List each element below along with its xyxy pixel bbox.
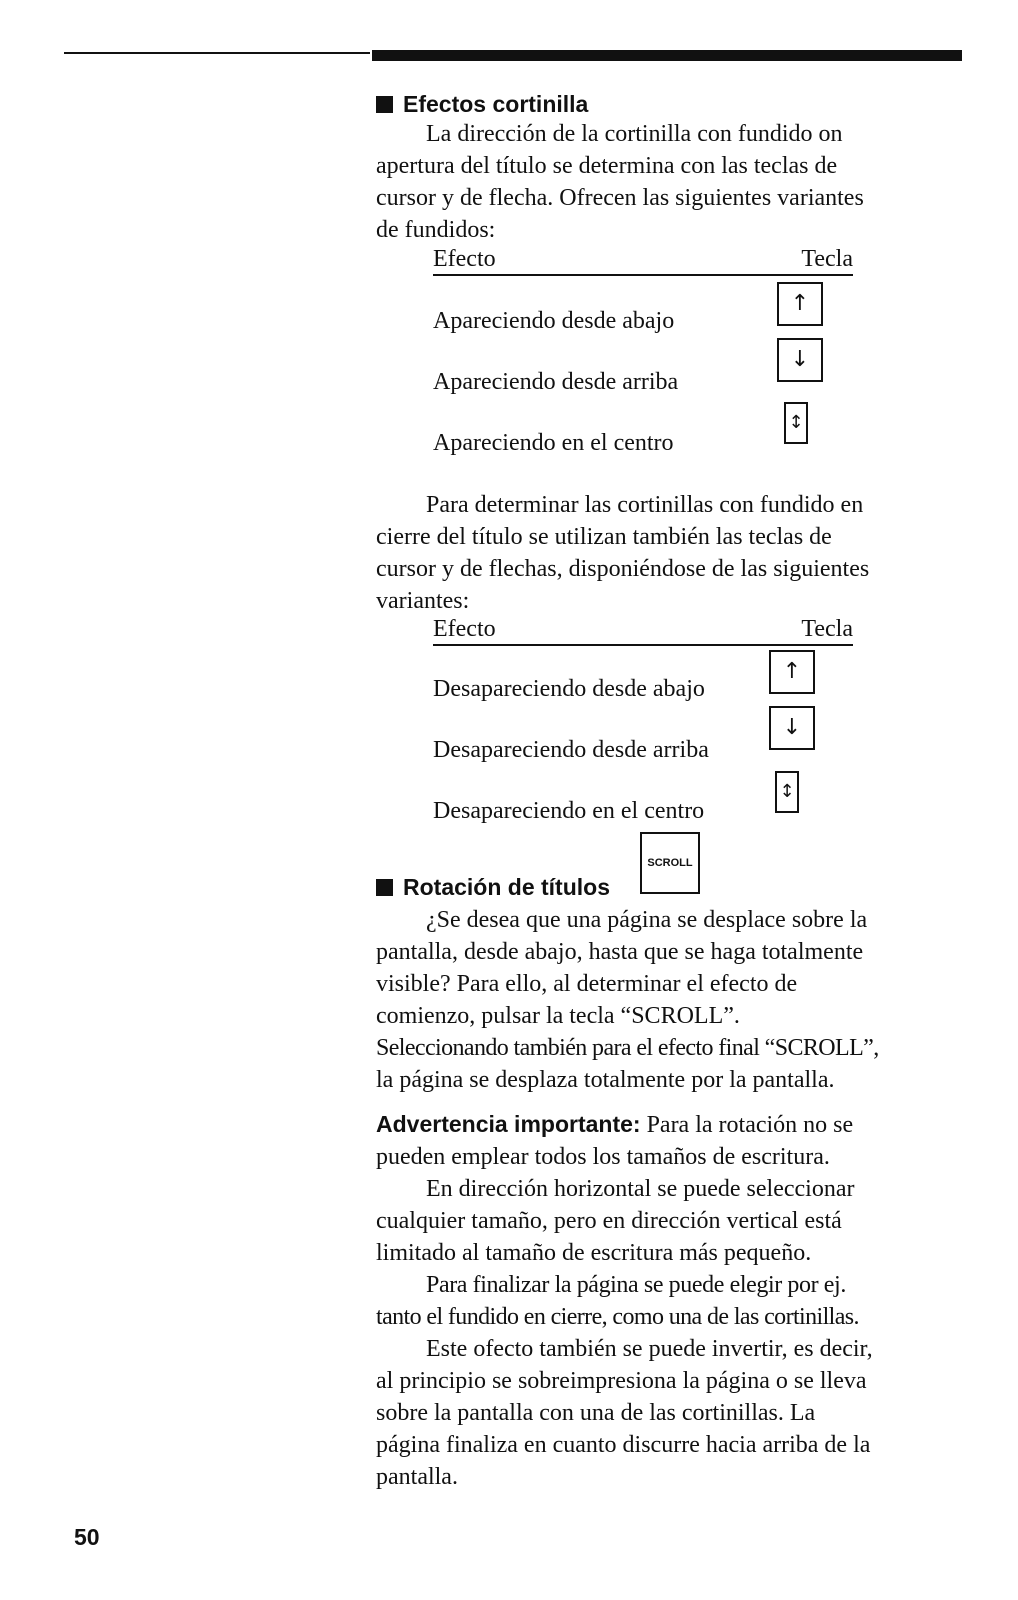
paragraph-line: Este ofecto también se puede invertir, es decir, (426, 1336, 873, 1362)
col-effect-header: Efecto (433, 616, 496, 642)
paragraph-line: tanto el fundido en cierre, como una de las cortinillas. (376, 1304, 859, 1330)
arrow-up-key-icon: ↑ (769, 650, 815, 694)
effects-table-opening (433, 244, 853, 456)
table-row: Desapareciendo desde arriba (433, 737, 709, 763)
paragraph-line: la página se desplaza totalmente por la pantalla. (376, 1067, 835, 1093)
paragraph-line: apertura del título se determina con las teclas de (376, 153, 838, 179)
paragraph-line: Para determinar las cortinillas con fundido en (426, 492, 864, 518)
paragraph-line: Para finalizar la página se puede elegir por ej. (426, 1272, 846, 1298)
paragraph-line: En dirección horizontal se puede seleccionar (426, 1176, 855, 1202)
table-row: Desapareciendo en el centro (433, 798, 705, 824)
col-key-header: Tecla (801, 616, 853, 642)
paragraph-line: cualquier tamaño, pero en dirección vertical está (376, 1208, 842, 1234)
header-rule-thin (64, 52, 370, 54)
arrow-up-down-key-icon: ↕ (784, 402, 808, 444)
closing-paragraph (376, 489, 976, 617)
warning-paragraph (376, 1108, 996, 1493)
table-header (433, 614, 853, 646)
table-row: Desapareciendo desde abajo (433, 676, 705, 702)
paragraph-line: de fundidos: (376, 217, 496, 243)
paragraph-line: pantalla, desde abajo, hasta que se haga totalmente (376, 939, 864, 965)
paragraph-line: cursor y de flecha. Ofrecen las siguientes variantes (376, 185, 864, 211)
paragraph-line: cursor y de flechas, disponiéndose de las siguientes (376, 556, 870, 582)
arrow-down-key-icon: ↓ (777, 338, 823, 382)
paragraph-line: comienzo, pulsar la tecla “SCROLL”. (376, 1003, 740, 1029)
paragraph-line: al principio se sobreimpresiona la página o se lleva (376, 1368, 867, 1394)
paragraph-line: pueden emplear todos los tamaños de escritura. (376, 1144, 830, 1170)
paragraph-line: La dirección de la cortinilla con fundido on (426, 121, 843, 147)
header-rule-thick (372, 50, 962, 61)
paragraph-line: ¿Se desea que una página se desplace sobre la (426, 907, 868, 933)
col-key-header: Tecla (801, 246, 853, 272)
effects-table-closing (433, 614, 853, 824)
rotation-paragraph (376, 904, 996, 1096)
col-effect-header: Efecto (433, 246, 496, 272)
table-header (433, 244, 853, 276)
intro-paragraph (376, 118, 976, 246)
paragraph-line: limitado al tamaño de escritura más pequeño. (376, 1240, 812, 1266)
arrow-down-key-icon: ↓ (769, 706, 815, 750)
paragraph-line: pantalla. (376, 1464, 458, 1490)
table-row: Apareciendo en el centro (433, 430, 674, 456)
heading-text: Rotación de títulos (403, 874, 610, 900)
arrow-up-key-icon: ↑ (777, 282, 823, 326)
section-heading-efectos (376, 90, 588, 118)
arrow-up-down-key-icon: ↕ (775, 771, 799, 813)
warning-line (376, 1108, 996, 1141)
section-heading-rotacion (376, 873, 610, 901)
square-bullet-icon (376, 879, 393, 896)
warning-text: Para la rotación no se (640, 1112, 854, 1138)
scroll-key-icon: SCROLL (640, 832, 700, 894)
paragraph-line: sobre la pantalla con una de las cortinillas. La (376, 1400, 816, 1426)
paragraph-line: visible? Para ello, al determinar el efecto de (376, 971, 798, 997)
heading-text: Efectos cortinilla (403, 91, 589, 117)
warning-label: Advertencia importante: (376, 1111, 641, 1137)
table-row: Apareciendo desde arriba (433, 369, 679, 395)
paragraph-line: página finaliza en cuanto discurre hacia arriba de la (376, 1432, 871, 1458)
paragraph-line: cierre del título se utilizan también las teclas de (376, 524, 832, 550)
square-bullet-icon (376, 96, 393, 113)
table-row: Apareciendo desde abajo (433, 308, 675, 334)
paragraph-line: Seleccionando también para el efecto final “SCROLL”, (376, 1035, 879, 1061)
paragraph-line: variantes: (376, 588, 470, 614)
page-number: 50 (74, 1524, 100, 1550)
